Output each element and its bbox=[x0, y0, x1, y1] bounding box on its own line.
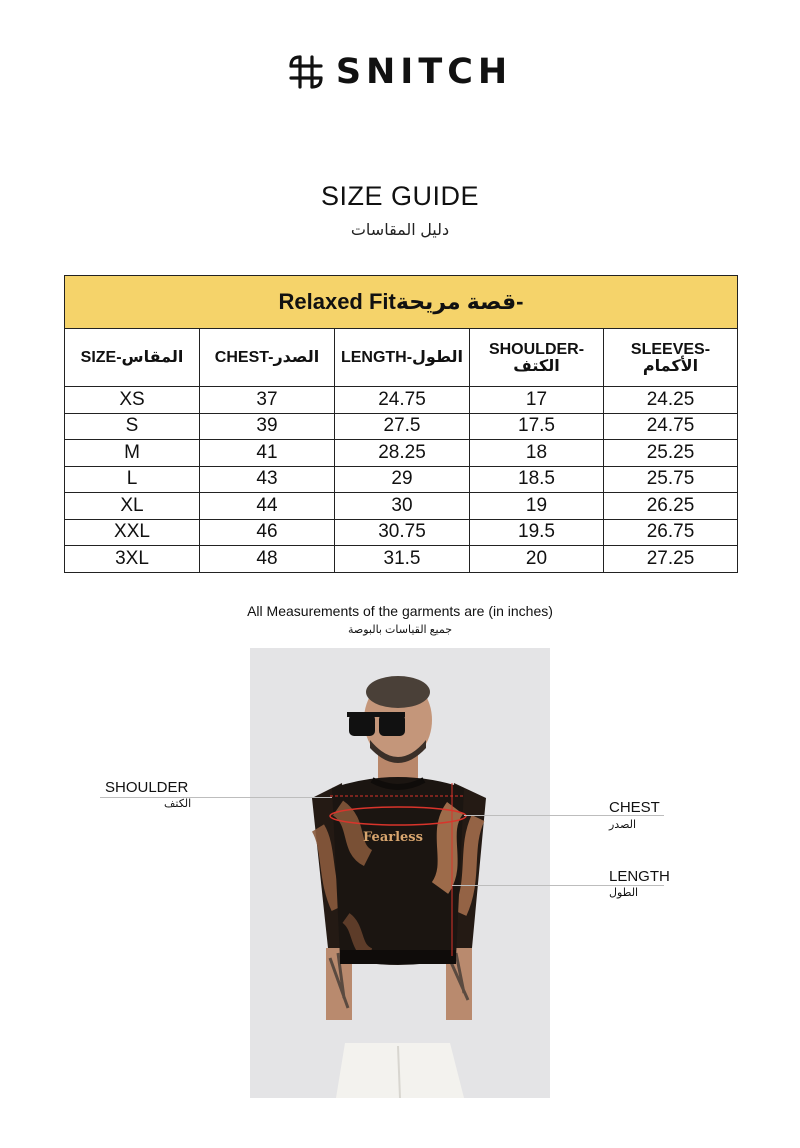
model-photo bbox=[250, 648, 550, 1098]
chest-label-arabic: الصدر bbox=[609, 819, 637, 831]
cell-chest: 41 bbox=[200, 440, 335, 467]
model-illustration bbox=[250, 648, 550, 1098]
cell-length: 24.75 bbox=[335, 387, 470, 414]
chest-label: CHEST bbox=[609, 799, 660, 816]
measurement-note-arabic: جميع القياسات بالبوصة bbox=[347, 624, 453, 636]
cell-shoulder: 20 bbox=[470, 546, 604, 573]
table-row bbox=[65, 440, 738, 467]
cell-size: 3XL bbox=[65, 546, 200, 573]
cell-shoulder: 19 bbox=[470, 493, 604, 520]
table-row bbox=[65, 466, 738, 493]
cell-shoulder: 19.5 bbox=[470, 519, 604, 546]
cell-shoulder: 17.5 bbox=[470, 413, 604, 440]
brand-header bbox=[0, 50, 800, 94]
column-header-size: SIZE-المقاس bbox=[65, 329, 200, 387]
cell-size: S bbox=[65, 413, 200, 440]
table-row bbox=[65, 387, 738, 414]
brand-name: SNITCH bbox=[335, 52, 513, 92]
table-header-row bbox=[65, 329, 738, 387]
cell-chest: 39 bbox=[200, 413, 335, 440]
length-label: LENGTH bbox=[609, 868, 670, 885]
cell-sleeves: 24.25 bbox=[604, 387, 738, 414]
table-row bbox=[65, 519, 738, 546]
cell-length: 31.5 bbox=[335, 546, 470, 573]
page-title-arabic: دليل المقاسات bbox=[350, 222, 450, 239]
shoulder-label: SHOULDER bbox=[105, 779, 189, 796]
cell-length: 29 bbox=[335, 466, 470, 493]
cell-length: 30 bbox=[335, 493, 470, 520]
cell-chest: 46 bbox=[200, 519, 335, 546]
cell-length: 30.75 bbox=[335, 519, 470, 546]
fit-type-label: Relaxed Fitقصة مريحة- bbox=[65, 276, 738, 329]
page-title: SIZE GUIDE bbox=[320, 181, 480, 211]
shoulder-label-arabic: الكتف bbox=[164, 798, 192, 810]
column-header-sleeves: SLEEVES- الأكمام bbox=[604, 329, 738, 387]
grid-knot-logo-icon bbox=[288, 54, 324, 90]
cell-chest: 48 bbox=[200, 546, 335, 573]
column-header-length: LENGTH-الطول bbox=[335, 329, 470, 387]
cell-size: L bbox=[65, 466, 200, 493]
cell-chest: 37 bbox=[200, 387, 335, 414]
cell-sleeves: 26.25 bbox=[604, 493, 738, 520]
cell-sleeves: 25.25 bbox=[604, 440, 738, 467]
table-row bbox=[65, 546, 738, 573]
cell-chest: 44 bbox=[200, 493, 335, 520]
shoulder-guide-line bbox=[100, 797, 332, 798]
cell-chest: 43 bbox=[200, 466, 335, 493]
cell-sleeves: 24.75 bbox=[604, 413, 738, 440]
cell-length: 27.5 bbox=[335, 413, 470, 440]
length-label-arabic: الطول bbox=[609, 887, 639, 899]
cell-size: XS bbox=[65, 387, 200, 414]
cell-sleeves: 25.75 bbox=[604, 466, 738, 493]
cell-length: 28.25 bbox=[335, 440, 470, 467]
cell-sleeves: 27.25 bbox=[604, 546, 738, 573]
size-rows bbox=[65, 387, 738, 573]
cell-shoulder: 18 bbox=[470, 440, 604, 467]
cell-size: XXL bbox=[65, 519, 200, 546]
measurement-note: All Measurements of the garments are (in inches) bbox=[247, 603, 553, 619]
cell-shoulder: 17 bbox=[470, 387, 604, 414]
column-header-shoulder: SHOULDER- الكتف bbox=[470, 329, 604, 387]
table-row bbox=[65, 493, 738, 520]
cell-size: M bbox=[65, 440, 200, 467]
cell-size: XL bbox=[65, 493, 200, 520]
column-header-chest: CHEST-الصدر bbox=[200, 329, 335, 387]
table-row bbox=[65, 413, 738, 440]
size-chart-table bbox=[64, 275, 738, 573]
print-text: Fearless bbox=[363, 830, 423, 845]
cell-sleeves: 26.75 bbox=[604, 519, 738, 546]
cell-shoulder: 18.5 bbox=[470, 466, 604, 493]
